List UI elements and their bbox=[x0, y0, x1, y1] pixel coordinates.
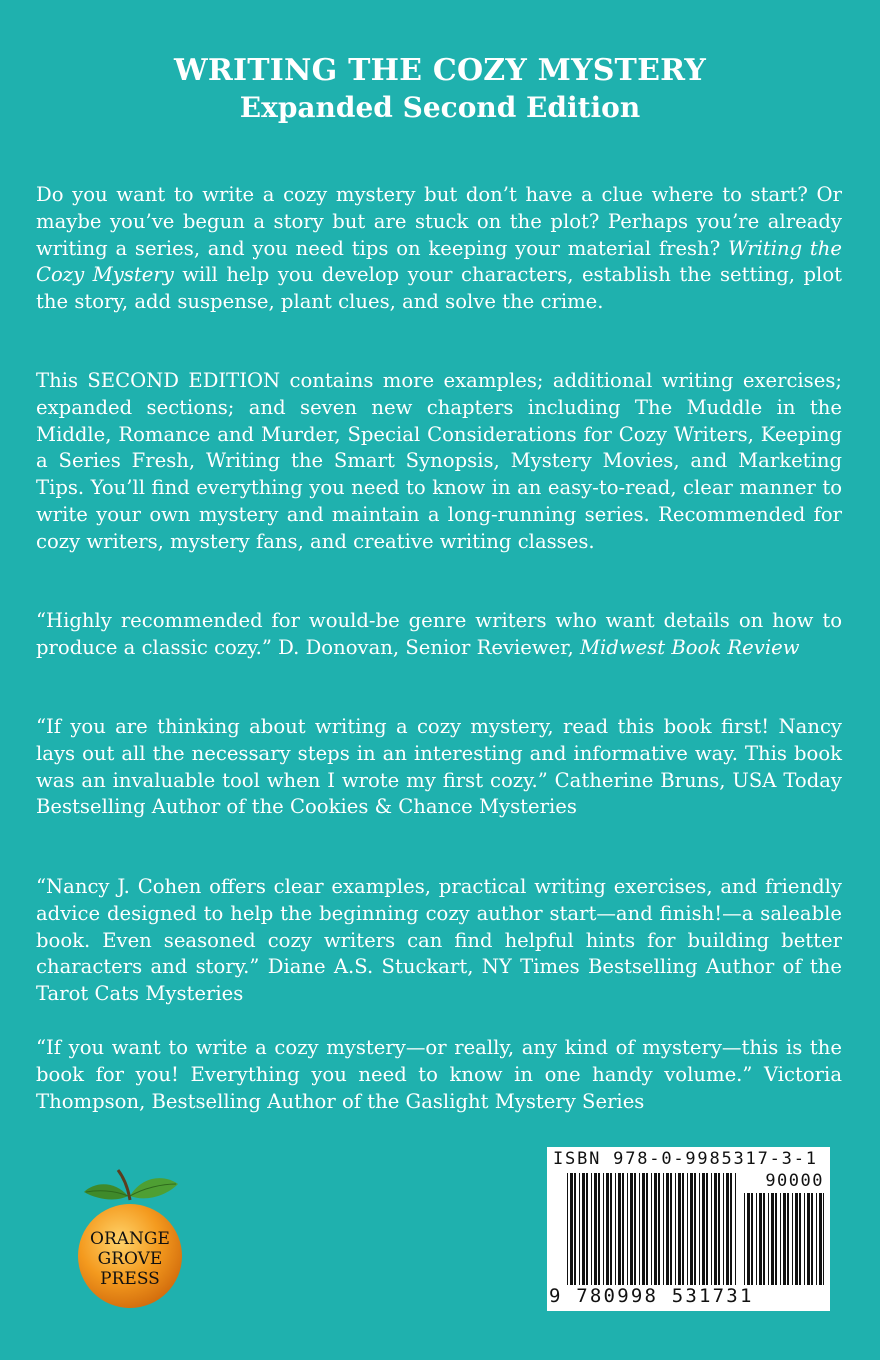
barcode-bar bbox=[630, 1173, 633, 1285]
publisher-logo bbox=[78, 1166, 188, 1312]
barcode-bar bbox=[771, 1193, 774, 1285]
review-1 bbox=[36, 608, 842, 662]
barcode-bar bbox=[574, 1173, 576, 1285]
book-subtitle: Expanded Second Edition bbox=[239, 91, 641, 124]
barcode-bar bbox=[615, 1173, 616, 1285]
barcode-bar bbox=[816, 1193, 817, 1285]
barcode-bar bbox=[579, 1173, 580, 1285]
barcode-bar bbox=[792, 1193, 793, 1285]
barcode-bar bbox=[699, 1173, 700, 1285]
barcode-bar bbox=[804, 1193, 805, 1285]
book-title: WRITING THE COZY MYSTERY bbox=[174, 53, 706, 88]
review-quote: “Highly recommended for would-be genre writers who want details on how to produce a classic cozy.” D. Donovan, Senior Reviewer, bbox=[36, 609, 842, 659]
isbn-label: ISBN 978-0-9985317-3-1 bbox=[553, 1149, 818, 1169]
barcode-bar bbox=[726, 1173, 729, 1285]
review-2 bbox=[36, 714, 842, 821]
logo-line-3: PRESS bbox=[100, 1269, 160, 1289]
review-4 bbox=[36, 1035, 842, 1115]
barcode-bar bbox=[639, 1173, 640, 1285]
barcode-bar bbox=[594, 1173, 597, 1285]
barcode-bar bbox=[823, 1193, 824, 1285]
barcode-bar bbox=[642, 1173, 645, 1285]
barcode-bar bbox=[690, 1173, 693, 1285]
barcode-bar bbox=[658, 1173, 660, 1285]
barcode-bar bbox=[622, 1173, 624, 1285]
orange-fruit-icon bbox=[78, 1166, 188, 1312]
barcode-bar bbox=[787, 1193, 789, 1285]
barcode-bar bbox=[702, 1173, 705, 1285]
review-quote: “Nancy J. Cohen offers clear examples, practical writing exercises, and friendly advice designed to help the beginning cozy author start—and finish!—a saleable book. Even seasoned cozy writers can find helpful hints for building better characters and story.” Diane A.S. Stuckart, NY Times Bestselling Author of the Tarot Cats Mysteries bbox=[36, 875, 842, 1006]
ean-barcode-bars bbox=[567, 1173, 737, 1285]
description-text: Do you want to write a cozy mystery but don’t have a clue where to start? Or maybe you’ve begun a story but are stuck on the plot? Perhaps you’re already writing a series, and you need tips on keeping your material fresh? bbox=[36, 183, 842, 260]
description-paragraph-2 bbox=[36, 368, 842, 556]
barcode-bar bbox=[606, 1173, 609, 1285]
barcode-bar bbox=[807, 1193, 810, 1285]
barcode-bar bbox=[618, 1173, 621, 1285]
barcode-bar bbox=[666, 1173, 669, 1285]
price-code: 90000 bbox=[765, 1171, 824, 1191]
barcode-bar bbox=[663, 1173, 664, 1285]
review-quote: “If you are thinking about writing a cozy mystery, read this book first! Nancy lays out all the necessary steps in an interesting and informative way. This book was an invaluable tool when I wrote my first cozy.” Catherine Bruns, USA Today Bestselling Author of the Cookies & Chance Mysteries bbox=[36, 715, 842, 819]
barcode-bar bbox=[819, 1193, 822, 1285]
barcode-bar bbox=[654, 1173, 657, 1285]
ean-digits: 9 780998 531731 bbox=[549, 1285, 754, 1307]
barcode-bar bbox=[651, 1173, 652, 1285]
barcode-bar bbox=[570, 1173, 573, 1285]
barcode-bar bbox=[795, 1193, 798, 1285]
barcode-bar bbox=[783, 1193, 786, 1285]
isbn-barcode bbox=[547, 1147, 830, 1311]
barcode-bar bbox=[780, 1193, 781, 1285]
barcode-bar bbox=[768, 1193, 769, 1285]
barcode-bar bbox=[747, 1193, 750, 1285]
description-paragraph-1 bbox=[36, 182, 842, 316]
barcode-bar bbox=[730, 1173, 732, 1285]
price-barcode-bars bbox=[744, 1193, 824, 1285]
barcode-bar bbox=[591, 1173, 592, 1285]
barcode-bar bbox=[706, 1173, 708, 1285]
barcode-bar bbox=[627, 1173, 628, 1285]
description-text: This SECOND EDITION contains more examples; additional writing exercises; expanded sections; and seven new chapters including The Muddle in the Middle, Romance and Murder, Special Considerations for Cozy Writers, Keeping a Series Fresh, Writing the Smart Synopsis, Mystery Movies, and Marketing Tips. You’ll find everything you need to know in an easy-to-read, clear manner to write your own mystery and maintain a long-running series. Recommended for cozy writers, mystery fans, and creative writing classes. bbox=[36, 369, 842, 553]
barcode-bar bbox=[714, 1173, 717, 1285]
barcode-bar bbox=[646, 1173, 648, 1285]
barcode-bar bbox=[763, 1193, 765, 1285]
barcode-bar bbox=[718, 1173, 720, 1285]
barcode-bar bbox=[670, 1173, 672, 1285]
barcode-bar bbox=[756, 1193, 757, 1285]
logo-line-2: GROVE bbox=[97, 1249, 163, 1269]
barcode-bar bbox=[678, 1173, 681, 1285]
review-source: Midwest Book Review bbox=[579, 635, 800, 659]
book-title-italic: Writing the Cozy Mystery bbox=[36, 236, 842, 287]
barcode-bar bbox=[711, 1173, 712, 1285]
title-block bbox=[0, 52, 880, 126]
barcode-bar bbox=[582, 1173, 585, 1285]
logo-line-1: ORANGE bbox=[90, 1229, 170, 1249]
barcode-bar bbox=[598, 1173, 600, 1285]
barcode-bar bbox=[586, 1173, 588, 1285]
barcode-bar bbox=[694, 1173, 696, 1285]
barcode-bar bbox=[687, 1173, 688, 1285]
barcode-bar bbox=[751, 1193, 753, 1285]
barcode-bar bbox=[634, 1173, 636, 1285]
barcode-bar bbox=[610, 1173, 612, 1285]
barcode-bar bbox=[744, 1193, 745, 1285]
review-3 bbox=[36, 874, 842, 1008]
review-quote: “If you want to write a cozy mystery—or really, any kind of mystery—this is the book for you! Everything you need to know in one handy volume.” Victoria Thompson, Bestselling Author of the Gaslight Mystery Series bbox=[36, 1036, 842, 1113]
barcode-bar bbox=[799, 1193, 801, 1285]
barcode-bar bbox=[603, 1173, 604, 1285]
barcode-bar bbox=[567, 1173, 568, 1285]
barcode-bar bbox=[682, 1173, 684, 1285]
description-text: will help you develop your characters, establish the setting, plot the story, add suspense, plant clues, and solve the crime. bbox=[36, 263, 842, 314]
barcode-bar bbox=[723, 1173, 724, 1285]
barcode-bar bbox=[811, 1193, 813, 1285]
barcode-bar bbox=[735, 1173, 736, 1285]
barcode-bar bbox=[775, 1193, 777, 1285]
barcode-bar bbox=[759, 1193, 762, 1285]
barcode-bar bbox=[675, 1173, 676, 1285]
